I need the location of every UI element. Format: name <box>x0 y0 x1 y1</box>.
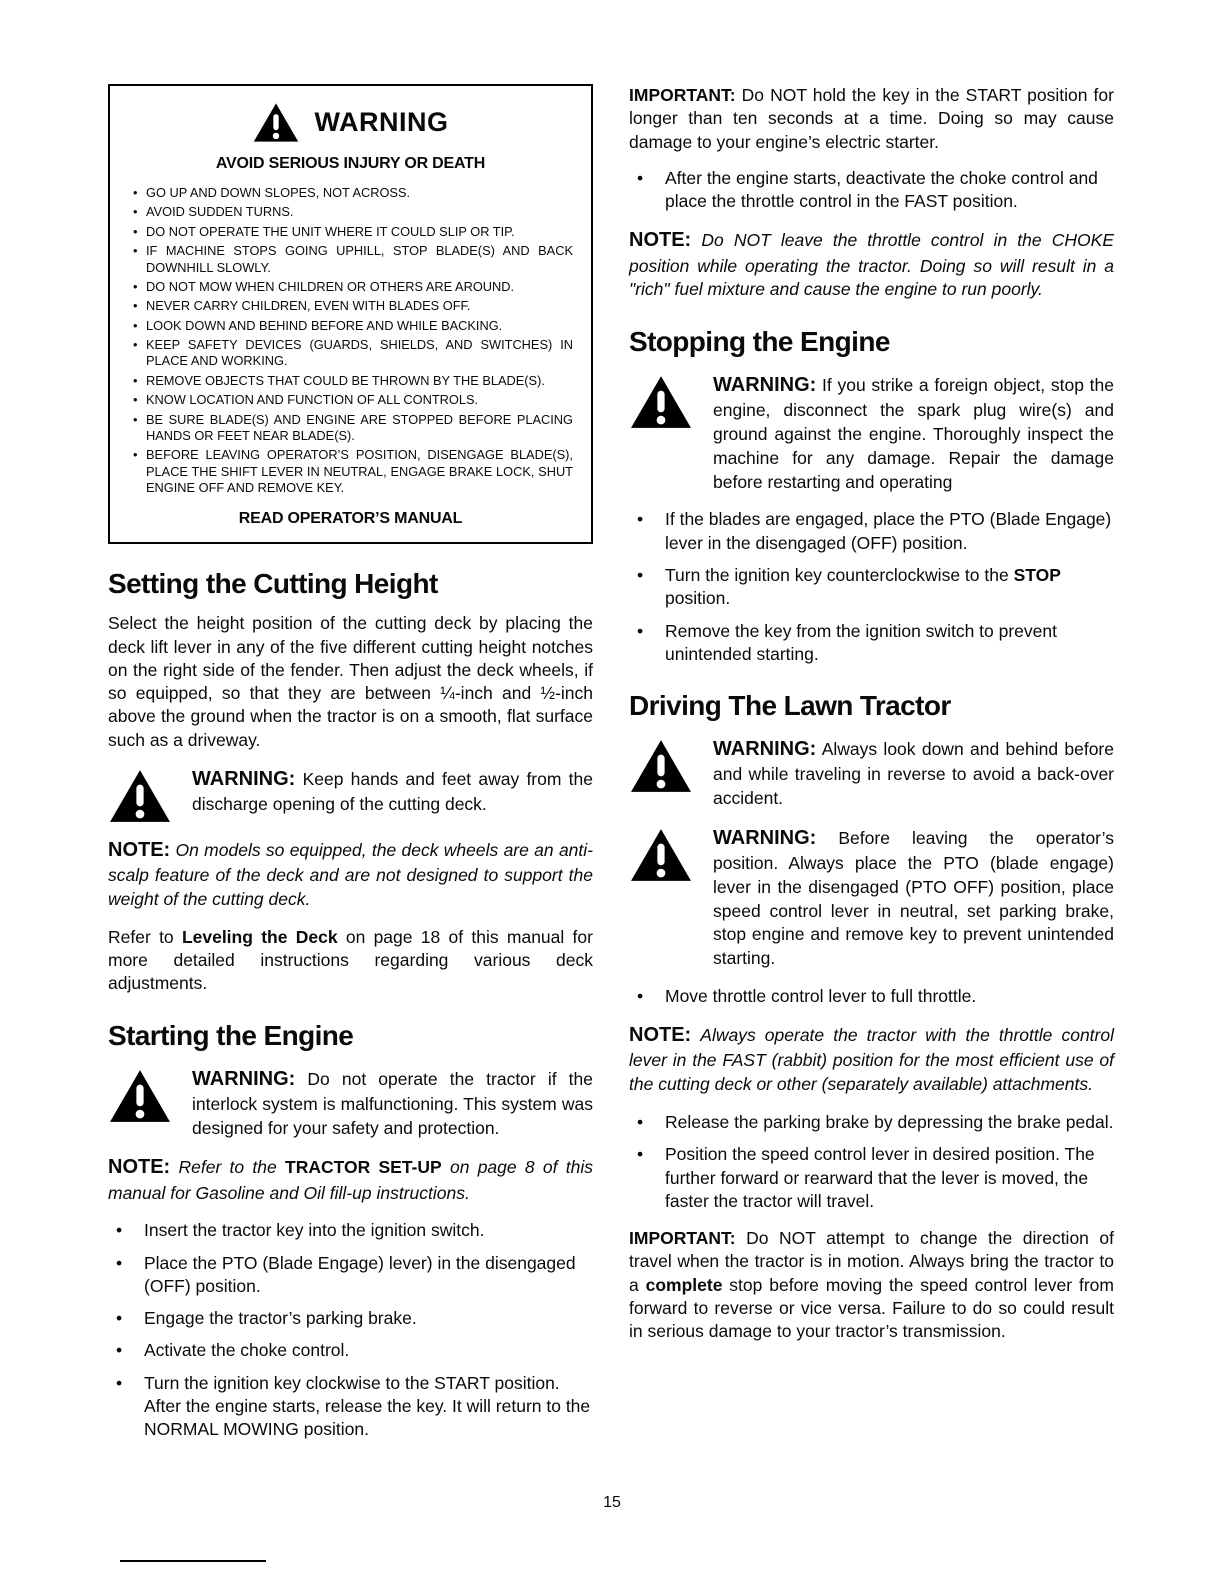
list-item-post: position. <box>665 588 731 609</box>
warning-callout-text <box>192 766 593 823</box>
warning-box-item: • GO UP AND DOWN SLOPES, NOT ACROSS. <box>126 185 575 201</box>
note-starting <box>108 1154 593 1205</box>
important-label: IMPORTANT: <box>629 1228 736 1249</box>
page-number: 15 <box>603 1494 621 1511</box>
stopping-steps-list <box>629 508 1114 666</box>
warning-box-item: • BE SURE BLADE(S) AND ENGINE ARE STOPPED BEFORE PLACING HANDS OR FEET NEAR BLADE(S). <box>126 412 575 445</box>
important-post: stop before moving the speed control lever from forward to reverse or vice versa. Failure to do so could result in serious damage to your tractor’s transmission. <box>629 1274 1114 1342</box>
warning-box-item: • AVOID SUDDEN TURNS. <box>126 204 575 220</box>
refer-post: on page 18 of this manual for more detailed instructions regarding various deck adjustments. <box>108 926 593 994</box>
list-item: • Position the speed control lever in desired position. The further forward or rearward that the lever is moved, the faster the tractor will travel. <box>629 1143 1114 1213</box>
list-item: • Turn the ignition key clockwise to the START position. After the engine starts, release the key. It will return to the NORMAL MOWING position. <box>108 1372 593 1442</box>
important-start-paragraph <box>629 84 1114 154</box>
right-column <box>629 84 1114 1455</box>
note-label: NOTE: <box>108 1156 171 1179</box>
note-label: NOTE: <box>108 838 171 861</box>
list-item: • Remove the key from the ignition switch to prevent unintended starting. <box>629 620 1114 667</box>
warning-icon-wrap <box>629 825 693 971</box>
warning-box-item: • LOOK DOWN AND BEHIND BEFORE AND WHILE BACKING. <box>126 318 575 334</box>
after-start-list <box>629 167 1114 214</box>
warning-box-item: • KEEP SAFETY DEVICES (GUARDS, SHIELDS, AND SWITCHES) IN PLACE AND WORKING. <box>126 337 575 370</box>
list-item: • Insert the tractor key into the ignition switch. <box>108 1219 593 1242</box>
important-label: IMPORTANT: <box>629 85 736 105</box>
warning-triangle-icon <box>109 769 171 823</box>
warning-box-item: • REMOVE OBJECTS THAT COULD BE THROWN BY THE BLADE(S). <box>126 373 575 389</box>
refer-leveling-paragraph <box>108 926 593 996</box>
list-item-pre: Turn the ignition key counterclockwise to the <box>665 565 1014 586</box>
setting-intro-paragraph: Select the height position of the cutting deck by placing the deck lift lever in any of the five different cutting height notches on the right side of the fender. Then adjust the deck wheels, if so equipped, so that they are between ¼-inch and ½-inch above the ground when the tractor is on a smooth, flat surface such as a driveway. <box>108 613 593 750</box>
warning-label: WARNING: <box>192 1067 296 1090</box>
note-setting <box>108 837 593 912</box>
warning-icon-wrap <box>629 372 693 494</box>
section-heading-stopping-engine: Stopping the Engine <box>629 326 890 358</box>
note-driving <box>629 1022 1114 1097</box>
list-item: • After the engine starts, deactivate the choke control and place the throttle control in the FAST position. <box>629 167 1114 214</box>
driving-throttle-list <box>629 985 1114 1008</box>
note-text: On models so equipped, the deck wheels are an anti-scalp feature of the deck and are not designed to support the weight of the cutting deck. <box>108 839 593 909</box>
note-text: Do NOT leave the throttle control in the CHOKE position while operating the tractor. Doing so will result in a "rich" fuel mixture and cause the engine to run poorly. <box>629 230 1114 300</box>
warning-box-item: • BEFORE LEAVING OPERATOR’S POSITION, DISENGAGE BLADE(S), PLACE THE SHIFT LEVER IN NEUTRAL, ENGAGE BRAKE LOCK, SHUT ENGINE OFF AND REMOVE KEY. <box>126 447 575 496</box>
list-item: • Activate the choke control. <box>108 1339 593 1362</box>
warning-icon-wrap <box>108 766 172 823</box>
warning-box-list <box>126 185 575 496</box>
warning-triangle-icon <box>630 375 692 429</box>
warning-triangle-icon <box>630 739 692 793</box>
list-item <box>629 564 1114 611</box>
warning-text: Do not operate the tractor if the interlock system is malfunctioning. This system was designed for your safety and protection. <box>192 1068 593 1138</box>
warning-triangle-icon <box>109 1069 171 1123</box>
footer-rule <box>120 1560 266 1562</box>
warning-box-subtitle: AVOID SERIOUS INJURY OR DEATH <box>215 155 486 172</box>
note-label: NOTE: <box>629 229 692 252</box>
starting-steps-list <box>108 1219 593 1441</box>
warning-text: Always look down and behind before and while traveling in reverse to avoid a back-over accident. <box>713 739 1114 809</box>
warning-text: Keep hands and feet away from the discharge opening of the cutting deck. <box>192 768 593 815</box>
refer-pre: Refer to <box>108 926 182 947</box>
warning-callout-stopping <box>629 372 1114 494</box>
warning-text: Before leaving the operator’s position. Always place the PTO (blade engage) lever in the disengaged (PTO OFF) position, place speed control lever in neutral, set parking brake, stop engine and remove key to prevent unintended starting. <box>713 827 1114 969</box>
important-pre: Do NOT attempt to change the direction of travel when the tractor is in motion. Always bring the tractor to a <box>629 1228 1114 1295</box>
warning-callout-driving-1 <box>629 736 1114 811</box>
section-heading-driving-tractor: Driving The Lawn Tractor <box>629 690 951 722</box>
refer-bold: Leveling the Deck <box>181 926 338 947</box>
warning-triangle-icon <box>630 828 692 882</box>
list-item: • If the blades are engaged, place the PTO (Blade Engage) lever in the disengaged (OFF) position. <box>629 508 1114 555</box>
warning-icon-wrap <box>108 1066 172 1141</box>
section-heading-starting-engine: Starting the Engine <box>108 1019 354 1051</box>
list-item: • Engage the tractor’s parking brake. <box>108 1307 593 1330</box>
note-text: Always operate the tractor with the throttle control lever in the FAST (rabbit) position for the most efficient use of the cutting deck or other (separately available) attachments. <box>629 1025 1114 1095</box>
section-heading-setting-cutting-height: Setting the Cutting Height <box>108 568 438 600</box>
warning-triangle-icon <box>253 102 299 143</box>
warning-label: WARNING: <box>192 767 296 790</box>
important-text: Do NOT hold the key in the START position for longer than ten seconds at a time. Doing so may cause damage to your engine’s electric starter. <box>629 85 1114 152</box>
warning-box-item: • NEVER CARRY CHILDREN, EVEN WITH BLADES OFF. <box>126 298 575 314</box>
list-item: • Place the PTO (Blade Engage) lever) in the disengaged (OFF) position. <box>108 1252 593 1299</box>
warning-label: WARNING: <box>713 374 817 397</box>
warning-box <box>108 84 593 544</box>
warning-callout-text <box>713 825 1114 971</box>
important-bold: complete <box>645 1274 723 1295</box>
warning-callout-text <box>713 372 1114 494</box>
warning-callout-text <box>713 736 1114 811</box>
note-bold: TRACTOR SET-UP <box>285 1157 442 1178</box>
warning-box-header <box>126 102 575 143</box>
warning-text: If you strike a foreign object, stop the engine, disconnect the spark plug wire(s) and ground against the engine. Thoroughly inspect the machine for any damage. Repair the damage before restarting and operating <box>713 375 1114 492</box>
warning-callout-setting <box>108 766 593 823</box>
note-label: NOTE: <box>629 1024 692 1047</box>
left-column <box>108 84 593 1455</box>
warning-box-item: • KNOW LOCATION AND FUNCTION OF ALL CONTROLS. <box>126 392 575 408</box>
warning-label: WARNING: <box>713 826 817 849</box>
warning-box-item: • DO NOT MOW WHEN CHILDREN OR OTHERS ARE AROUND. <box>126 279 575 295</box>
warning-icon-wrap <box>629 736 693 811</box>
driving-steps-list <box>629 1111 1114 1213</box>
warning-box-footer: READ OPERATOR’S MANUAL <box>238 510 463 528</box>
list-item: • Release the parking brake by depressing the brake pedal. <box>629 1111 1114 1134</box>
warning-callout-driving-2 <box>629 825 1114 971</box>
list-item: • Move throttle control lever to full throttle. <box>629 985 1114 1008</box>
note-pre: Refer to the <box>178 1157 285 1178</box>
warning-label: WARNING: <box>713 738 817 761</box>
warning-box-title: WARNING <box>314 107 449 137</box>
important-direction-paragraph <box>629 1227 1114 1343</box>
warning-box-item: • DO NOT OPERATE THE UNIT WHERE IT COULD SLIP OR TIP. <box>126 224 575 240</box>
warning-callout-starting <box>108 1066 593 1141</box>
note-post: on page 8 of this manual for Gasoline and Oil fill-up instructions. <box>108 1157 593 1203</box>
warning-box-item: • IF MACHINE STOPS GOING UPHILL, STOP BLADE(S) AND BACK DOWNHILL SLOWLY. <box>126 243 575 276</box>
list-item-bold: STOP <box>1013 565 1061 586</box>
note-choke <box>629 227 1114 302</box>
warning-callout-text <box>192 1066 593 1141</box>
